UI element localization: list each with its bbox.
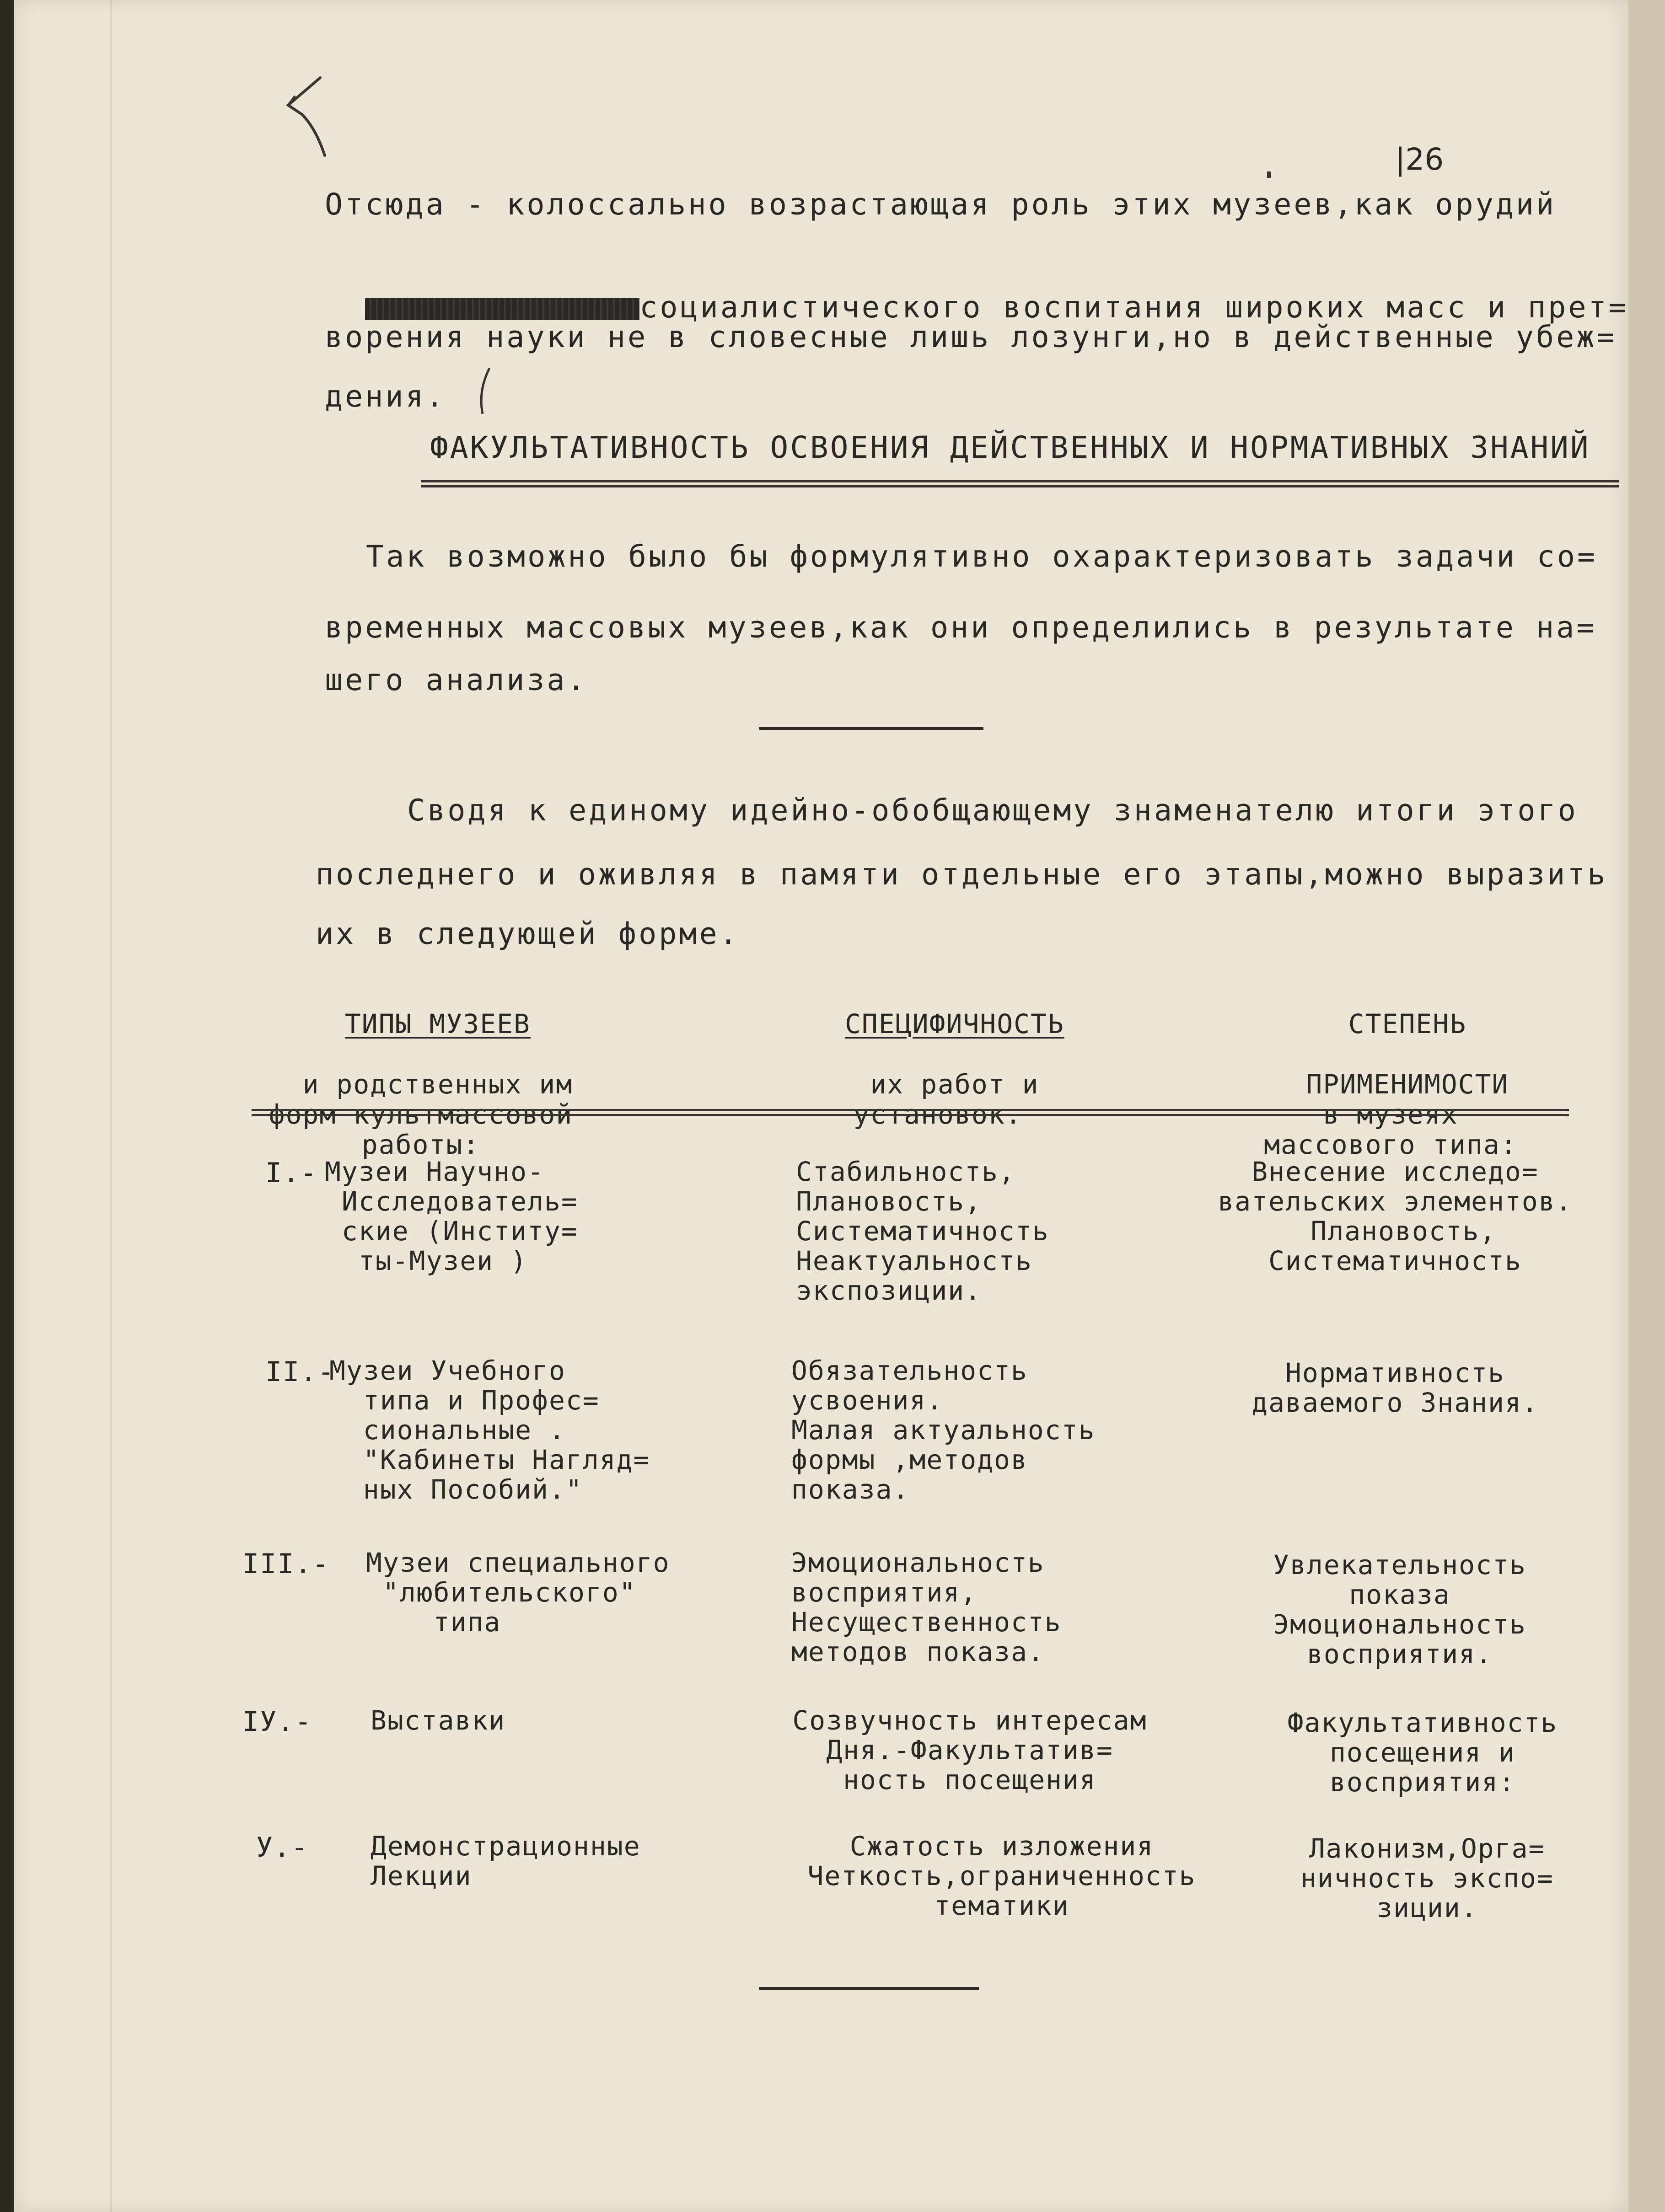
paragraph2-line3: шего анализа. — [325, 663, 587, 697]
row-applicability-cell: Факультативность посещения и восприятия: — [1287, 1707, 1558, 1798]
row-type-cell: Демонстрационные Лекции — [371, 1831, 641, 1891]
pencil-mark — [270, 69, 334, 160]
paragraph1-line1: Отсюда - колоссально возрастающая роль этих музеев,как орудий — [325, 187, 1557, 222]
row-applicability-cell: Лаконизм,Орга= ничность экспо= зиции. — [1300, 1833, 1554, 1923]
row-number: III.- — [242, 1548, 330, 1580]
paragraph1-line4: дения. — [325, 380, 446, 414]
row-number: II.- — [265, 1356, 335, 1388]
page-number: |26 — [1395, 142, 1444, 177]
paragraph2-line2: временных массовых музеев,как они определились в результате на= — [325, 611, 1597, 645]
paragraph3-line1: Сводя к единому идейно-обобщающему знаменателю итоги этого — [407, 793, 1578, 828]
paragraph2-line1: Так возможно было бы формулятивно охарактеризовать задачи со= — [366, 540, 1598, 574]
end-separator-rule — [759, 1987, 979, 1990]
column-header-applicability — [1208, 979, 1574, 1160]
struck-out-word — [365, 298, 639, 320]
row-number: IУ.- — [242, 1706, 312, 1738]
column-header-types — [215, 979, 627, 1160]
table-header-double-rule — [252, 1109, 1569, 1116]
separator-rule — [759, 727, 983, 730]
row-number: I.- — [265, 1157, 318, 1189]
paragraph1-line2 — [325, 256, 1629, 325]
column-header-types-sub: и родственных им форм культмассовой работы: — [269, 1069, 573, 1160]
paragraph1-line2-text: социалистического воспитания широких масс и прет= — [639, 290, 1629, 325]
column-header-types-title: ТИПЫ МУЗЕЕВ — [344, 1008, 531, 1039]
page-fold — [110, 0, 113, 2212]
row-type-cell: Музеи специального "любительского" типа — [366, 1547, 670, 1638]
paragraph3-line2: последнего и оживляя в памяти отдельные его этапы,можно выразить — [316, 857, 1608, 892]
paragraph1-line3: ворения науки не в словесные лишь лозунги,но в действенные убеж= — [325, 320, 1617, 354]
ink-dot — [1267, 171, 1271, 178]
paragraph3-line3: их в следующей форме. — [316, 917, 740, 951]
heading-double-rule — [421, 480, 1619, 487]
column-header-applicability-sub: ПРИМЕНИМОСТИ в музеях массового типа: — [1264, 1069, 1517, 1160]
row-specificity-cell: Стабильность, Плановость, Систематичность Неактуальность экспозиции. — [796, 1156, 1049, 1306]
underlying-sheet — [1628, 0, 1665, 2212]
row-type-cell: Выставки — [371, 1705, 506, 1736]
row-specificity-cell: Обязательность усвоения. Малая актуальность формы ,методов показа. — [791, 1355, 1096, 1505]
column-header-applicability-title: СТЕПЕНЬ — [1348, 1008, 1467, 1039]
row-applicability-cell: Увлекательность показа Эмоциональность восприятия. — [1273, 1549, 1526, 1670]
row-specificity-cell: Сжатость изложения Четкость,ограниченность тематики — [807, 1831, 1196, 1921]
row-applicability-cell: Внесение исследо= вательских элементов. Плановость, Систематичность — [1218, 1156, 1573, 1276]
column-header-specificity-sub: их работ и установок. — [853, 1069, 1039, 1130]
row-type-cell: Музеи Научно- Исследователь= ские (Институ= ты-Музеи ) — [325, 1156, 578, 1276]
row-specificity-cell: Эмоциональность восприятия, Несущественность методов показа. — [791, 1547, 1062, 1667]
left-page-edge — [0, 0, 14, 2212]
section-heading: ФАКУЛЬТАТИВНОСТЬ ОСВОЕНИЯ ДЕЙСТВЕННЫХ И НОРМАТИВНЫХ ЗНАНИЙ — [430, 430, 1590, 465]
row-specificity-cell: Созвучность интересам Дня.-Факультатив= ность посещения — [792, 1705, 1147, 1795]
row-number: У.- — [256, 1832, 309, 1864]
row-applicability-cell: Нормативность даваемого Знания. — [1251, 1357, 1539, 1418]
column-header-specificity — [759, 979, 1116, 1130]
row-type-cell: Музеи Учебного типа и Профес= сиональные . "Кабинеты Нагляд= ных Пособий." — [329, 1355, 650, 1505]
pencil-bracket — [476, 366, 494, 416]
column-header-specificity-title: СПЕЦИФИЧНОСТЬ — [844, 1008, 1064, 1039]
